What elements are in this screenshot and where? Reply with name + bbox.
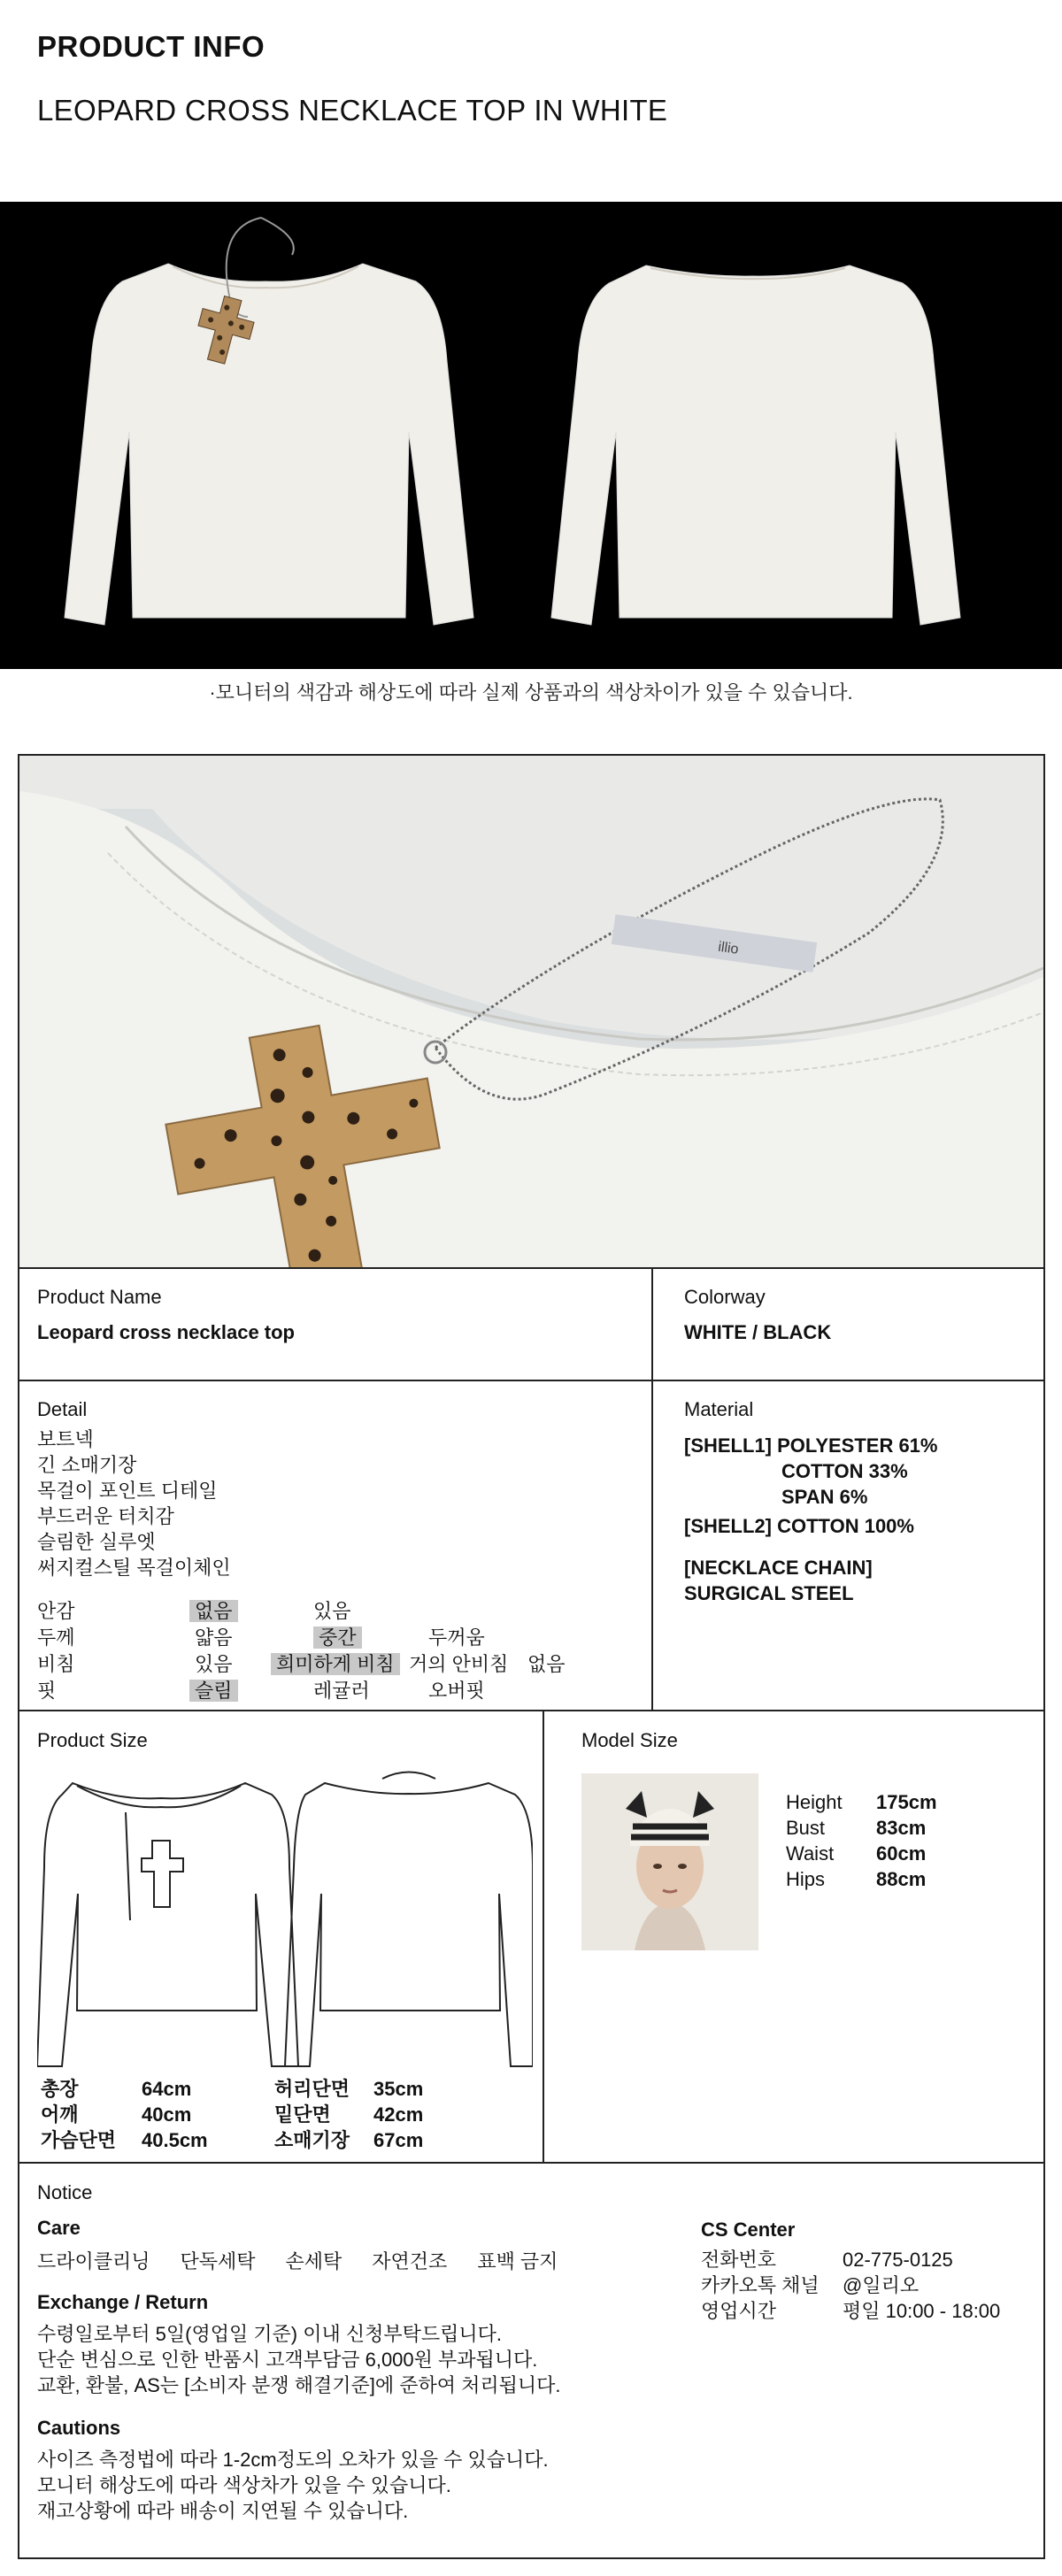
care-title: Care — [37, 2217, 81, 2239]
measure-name: 소매기장 — [274, 2129, 350, 2151]
model-photo — [581, 1773, 758, 1950]
detail-line: 슬림한 실루엣 — [37, 1531, 156, 1553]
product-name-value: Leopard cross necklace top — [37, 1321, 295, 1343]
divider — [19, 2162, 1043, 2164]
attribute-name: 비침 — [37, 1652, 75, 1675]
product-line-title: LEOPARD CROSS NECKLACE TOP IN WHITE — [37, 94, 668, 127]
attribute-row-thickness — [37, 1623, 639, 1649]
caution-line: 모니터 해상도에 따라 색상차가 있을 수 있습니다. — [37, 2474, 451, 2496]
attribute-row-fit — [37, 1676, 639, 1703]
model-stats — [786, 1789, 937, 1892]
page-title: PRODUCT INFO — [37, 30, 266, 63]
attribute-name: 두께 — [37, 1626, 75, 1649]
cautions-title: Cautions — [37, 2417, 121, 2439]
cs-row-name: 영업시간 — [701, 2300, 777, 2322]
cs-phone[interactable]: 02-775-0125 — [843, 2249, 953, 2271]
care-item: 표백 금지 — [477, 2250, 558, 2272]
measure-value: 40cm — [142, 2103, 192, 2126]
material-chain: [NECKLACE CHAIN] — [684, 1557, 873, 1579]
stat-name: Height — [786, 1791, 843, 1813]
attribute-grid — [37, 1596, 639, 1703]
measurement-col-1 — [41, 2076, 208, 2153]
measure-name: 총장 — [41, 2078, 79, 2100]
divider — [19, 1710, 1043, 1711]
front-back-illustration — [0, 202, 1062, 669]
attribute-name: 안감 — [37, 1599, 75, 1622]
material-shell1-cotton: COTTON 33% — [781, 1460, 908, 1482]
cs-center-rows — [701, 2247, 1000, 2324]
colorway-label: Colorway — [684, 1286, 766, 1308]
care-item: 손세탁 — [285, 2250, 342, 2272]
material-shell1-span: SPAN 6% — [781, 1486, 868, 1508]
measure-value: 42cm — [373, 2103, 424, 2126]
divider — [19, 1380, 1043, 1381]
attribute-option: 오버핏 — [428, 1679, 485, 1702]
care-item: 단독세탁 — [180, 2250, 256, 2272]
detail-photo — [19, 756, 1043, 1267]
notice-label: Notice — [37, 2181, 93, 2203]
attribute-name: 핏 — [37, 1679, 57, 1702]
cs-hours: 평일 10:00 - 18:00 — [843, 2300, 1001, 2322]
detail-line: 보트넥 — [37, 1428, 94, 1450]
attribute-option-selected: 없음 — [189, 1600, 238, 1622]
detail-label: Detail — [37, 1398, 88, 1420]
attribute-option-selected: 희미하게 비침 — [271, 1653, 400, 1675]
product-name-label: Product Name — [37, 1286, 162, 1308]
product-size-label: Product Size — [37, 1729, 148, 1751]
front-top-image — [65, 218, 473, 625]
measure-value: 64cm — [142, 2078, 192, 2100]
stat-value: 88cm — [876, 1868, 927, 1890]
material-chain-steel: SURGICAL STEEL — [684, 1582, 854, 1604]
attribute-row-lining — [37, 1596, 639, 1623]
measure-value: 35cm — [373, 2078, 424, 2100]
stat-name: Bust — [786, 1817, 826, 1839]
detail-line: 긴 소매기장 — [37, 1454, 137, 1476]
stat-value: 83cm — [876, 1817, 927, 1839]
attribute-option: 얇음 — [195, 1626, 233, 1649]
material-label: Material — [684, 1398, 754, 1420]
attribute-row-sheerness — [37, 1649, 639, 1676]
caution-line: 사이즈 측정법에 따라 1-2cm정도의 오차가 있을 수 있습니다. — [37, 2449, 549, 2471]
attribute-option: 거의 안비침 — [409, 1652, 509, 1675]
attribute-option: 있음 — [313, 1599, 351, 1622]
size-flat-sketch — [37, 1761, 533, 2071]
measurement-col-2 — [274, 2076, 423, 2153]
tag-text: illio — [717, 939, 740, 957]
detail-line: 부드러운 터치감 — [37, 1505, 174, 1527]
material-values — [684, 1433, 937, 1606]
exchange-line: 단순 변심으로 인한 반품시 고객부담금 6,000원 부과됩니다. — [37, 2349, 538, 2371]
detail-line: 목걸이 포인트 디테일 — [37, 1480, 218, 1502]
measure-name: 가슴단면 — [41, 2129, 117, 2151]
colorway-value: WHITE / BLACK — [684, 1321, 832, 1343]
model-size-label: Model Size — [581, 1729, 678, 1751]
cs-row-name: 전화번호 — [701, 2249, 777, 2271]
flat-sketch-drawing — [37, 1761, 533, 2071]
attribute-option: 있음 — [195, 1652, 233, 1675]
care-items — [37, 2247, 558, 2274]
care-item: 드라이클리닝 — [37, 2250, 150, 2272]
material-shell2: [SHELL2] COTTON 100% — [684, 1515, 914, 1537]
attribute-option: 레귤러 — [313, 1679, 370, 1702]
stat-name: Waist — [786, 1842, 835, 1865]
column-divider — [543, 1710, 544, 2162]
model-portrait — [581, 1773, 758, 1950]
measure-name: 밑단면 — [274, 2103, 331, 2126]
exchange-line: 교환, 환불, AS는 [소비자 분쟁 해결기준]에 준하여 처리됩니다. — [37, 2374, 561, 2396]
attribute-option: 없음 — [527, 1652, 566, 1675]
detail-line: 써지컬스틸 목걸이체인 — [37, 1557, 231, 1579]
cs-kakao-channel[interactable]: @일리오 — [843, 2274, 920, 2296]
cs-row-name: 카카오톡 채널 — [701, 2274, 820, 2296]
exchange-title: Exchange / Return — [37, 2291, 209, 2313]
attribute-option: 두꺼움 — [428, 1626, 485, 1649]
material-shell1: [SHELL1] POLYESTER 61% — [684, 1434, 938, 1457]
attribute-option-selected: 슬림 — [189, 1680, 238, 1702]
measure-name: 어깨 — [41, 2103, 79, 2126]
divider — [19, 1267, 1043, 1269]
cautions-lines — [37, 2447, 549, 2524]
stat-name: Hips — [786, 1868, 826, 1890]
exchange-line: 수령일로부터 5일(영업일 기준) 이내 신청부탁드립니다. — [37, 2323, 502, 2345]
care-item: 자연건조 — [372, 2250, 448, 2272]
exchange-lines — [37, 2321, 561, 2398]
back-top-image — [551, 265, 960, 625]
necklace-closeup — [19, 756, 1043, 1267]
stat-value: 175cm — [876, 1791, 937, 1813]
stat-value: 60cm — [876, 1842, 927, 1865]
color-disclaimer: ·모니터의 색감과 해상도에 따라 실제 상품과의 색상차이가 있을 수 있습니다. — [209, 681, 853, 704]
hero-product-image — [0, 202, 1062, 669]
column-divider — [651, 1267, 653, 1710]
measure-value: 67cm — [373, 2129, 424, 2151]
cs-center-title: CS Center — [701, 2218, 796, 2241]
caution-line: 재고상황에 따라 배송이 지연될 수 있습니다. — [37, 2500, 409, 2522]
measure-name: 허리단면 — [274, 2078, 350, 2100]
detail-lines — [37, 1426, 231, 1580]
attribute-option-selected: 중간 — [313, 1626, 362, 1649]
measure-value: 40.5cm — [142, 2129, 208, 2151]
